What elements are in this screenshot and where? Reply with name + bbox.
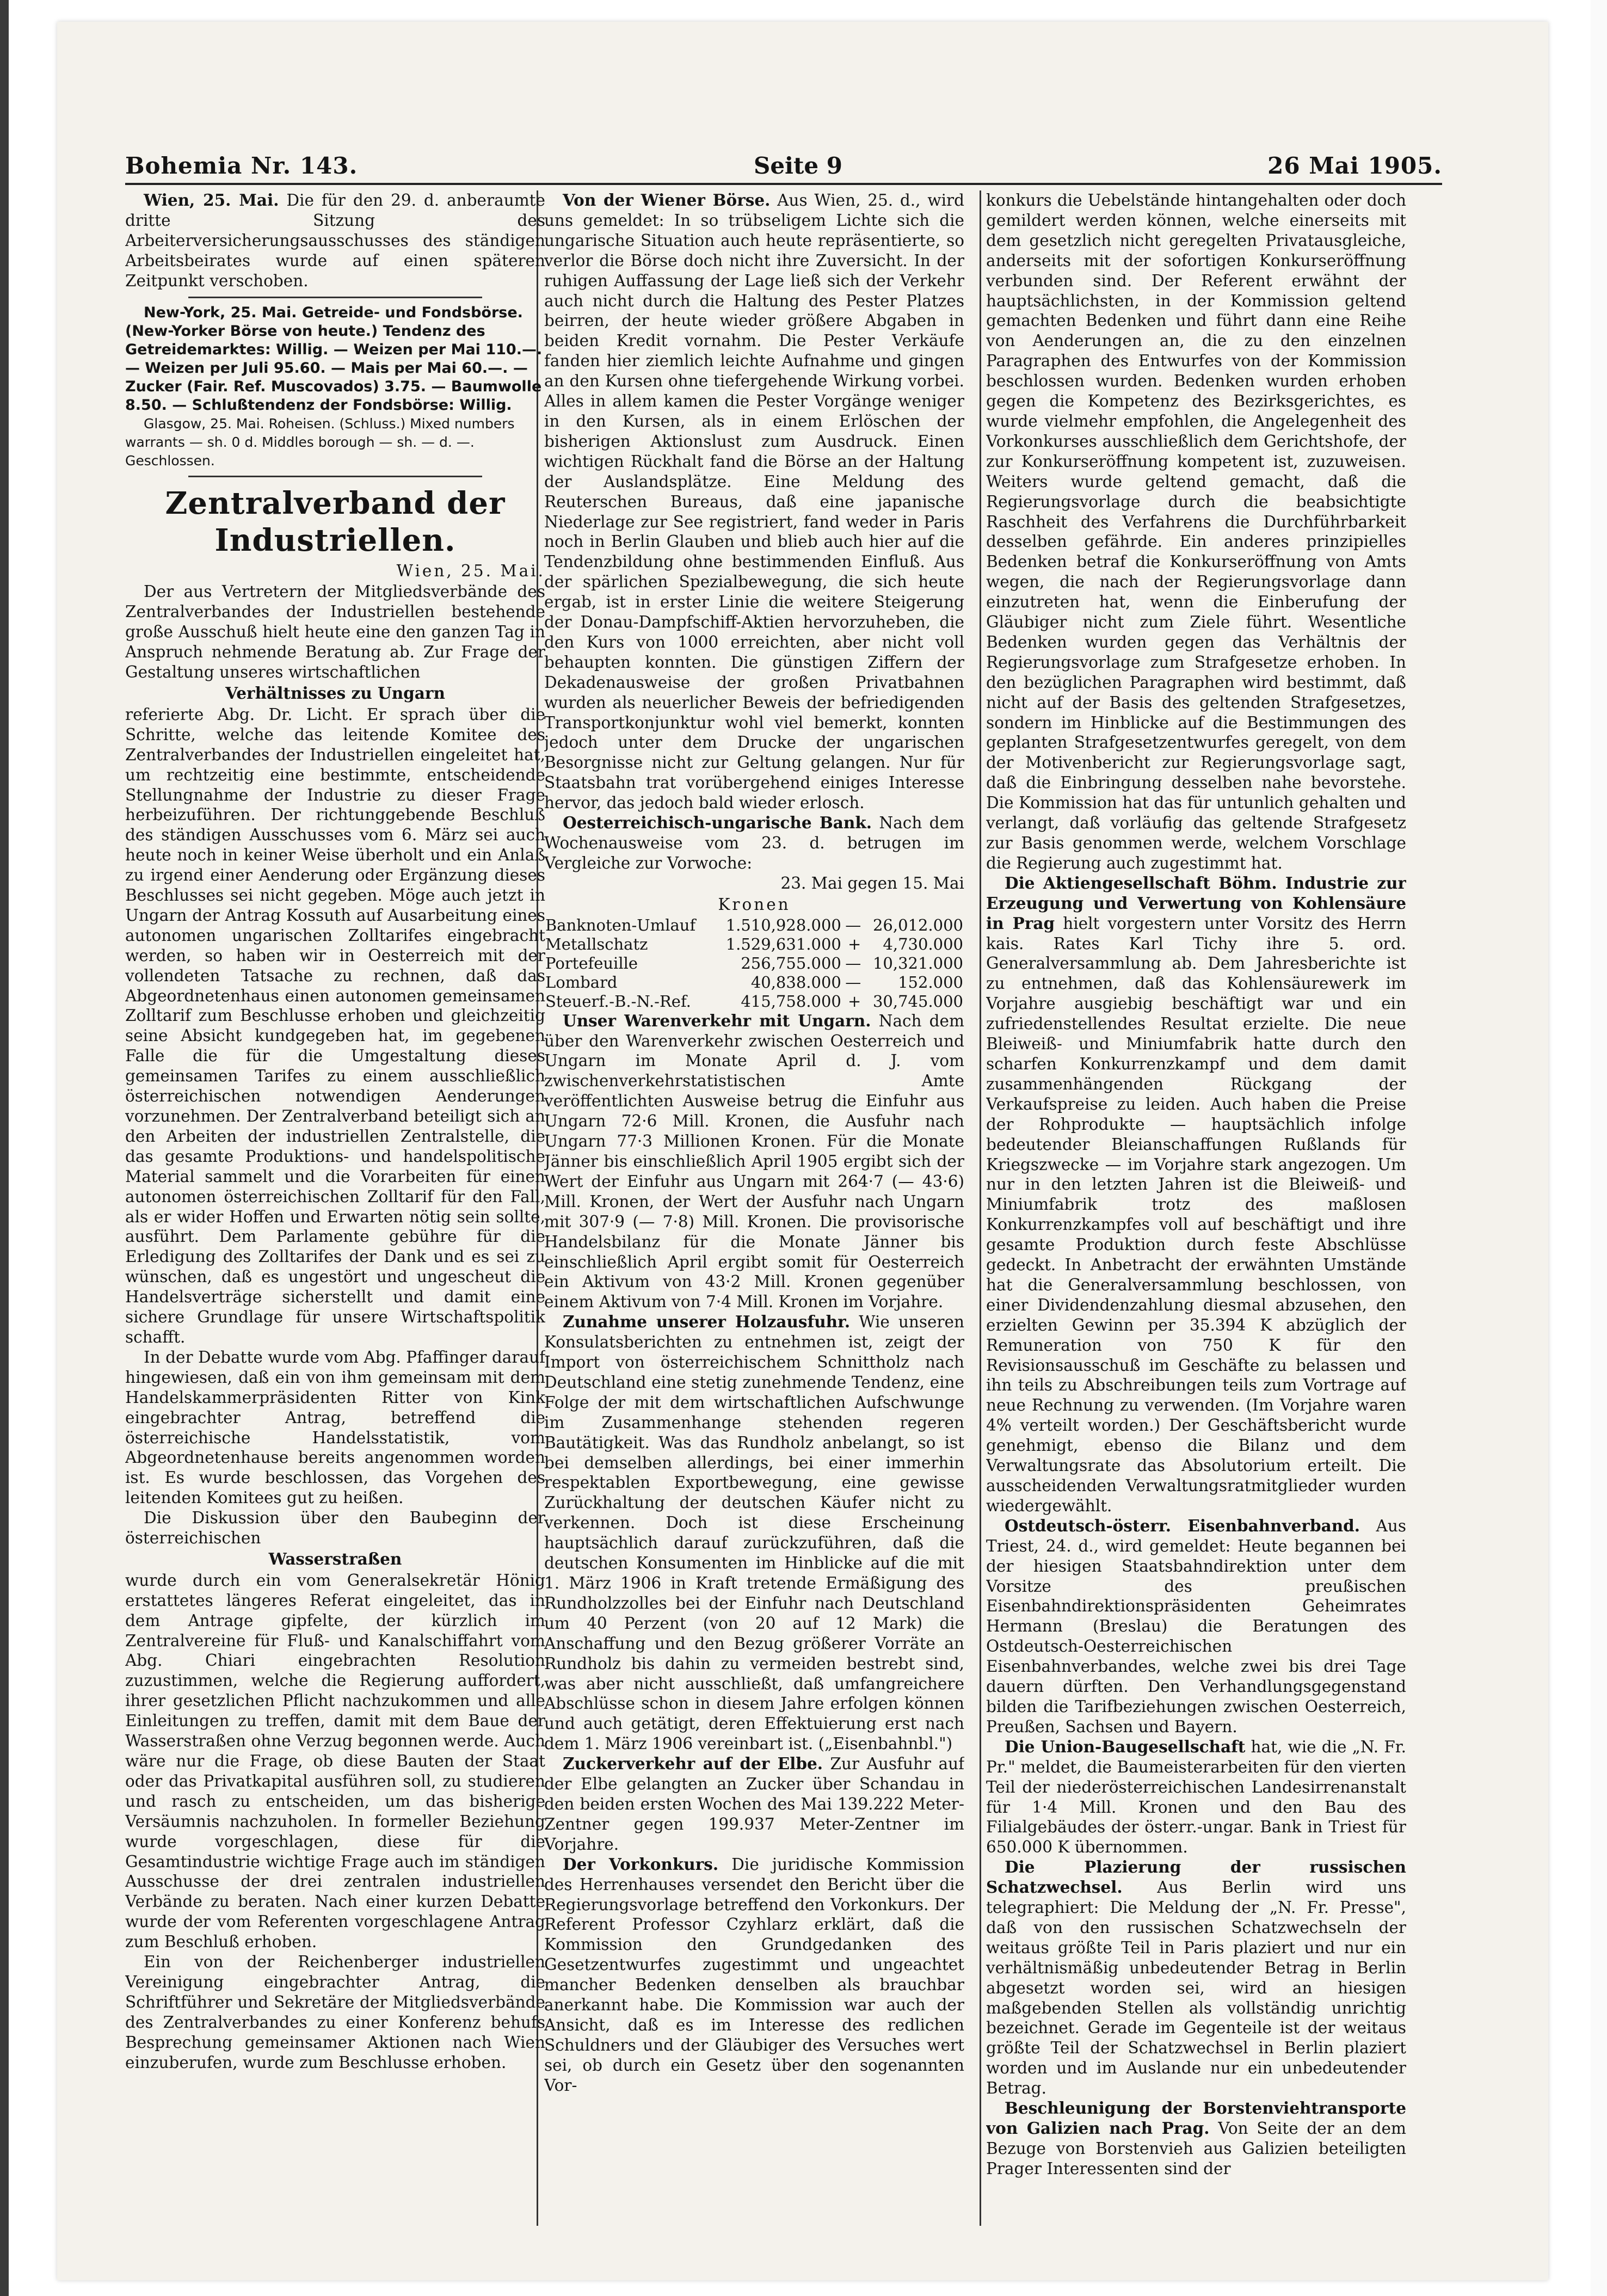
article-union [986, 1737, 1406, 1857]
bank-row-sign: — [845, 953, 861, 972]
vorkonkurs-head: Der Vorkonkurs. [563, 1854, 719, 1874]
wien-body: Die für den 29. d. anberaumte dritte Sitzung des Arbeiterversicherungsausschusses des ständigen Arbeitsbeirates wurde auf einen späteren Zeitpunkt verschoben. [125, 191, 545, 290]
page-number: Seite 9 [754, 152, 842, 179]
page-header [125, 152, 1442, 185]
bank-row-sign: — [845, 972, 861, 992]
zv-paragraph: referierte Abg. Dr. Licht. Er sprach über die Schritte, welche das leitende Komitee des Zentralverbandes der Industriellen eingeleitet hat, um rechtzeitig eine bestimmte, entscheidende Stellungnahme der Industrie zu dieser Frage herbeizuführen. Der richtunggebende Beschluß des ständigen Ausschusses vom 6. März sei auch heute noch in keiner Weise überholt und ein Anlaß zu irgend einer Aenderung oder Ergänzung dieses Beschlusses sei nicht gegeben. Möge auch jetzt in Ungarn der Antrag Kossuth auf Ausarbeitung eines autonomen ungarischen Zolltarifes eingebracht werden, so haben wir in Oesterreich mit der vollendeten Tatsache zu rechnen, daß das Abgeordnetenhaus einen autonomen gemeinsamen Zolltarif zum Beschlusse erhoben und gleichzeitig seine Absicht kundgegeben hat, im gegebenen Falle die für die Umgestaltung dieses gemeinsamen Tarifes zu einem ausschließlich österreichischen notwendigen Aenderungen vorzunehmen. Der Zentralverband beteiligt sich an den Arbeiten der industriellen Zentralstelle, die das gesamte Produktions- und handelspolitische Material sammelt und die Vorarbeiten für einen autonomen österreichischen Zolltarif für den Fall, als er wider Hoffen und Erwarten nötig sein sollte, ausführt. Dem Parlamente gebühre für die Erledigung des Zolltarifes der Dank und es sei zu wünschen, daß es ungestört und ungescheut die Handelsverträge sicherstellt und damit eine sichere Grundlage für unsere Wirtschaftspolitik schafft. [125, 705, 545, 1346]
scan-margin [1591, 0, 1607, 2296]
zv-subhead-ungarn: Verhältnisses zu Ungarn [225, 683, 445, 703]
bank-row-value: 40,838.000 [750, 972, 841, 992]
article-newyork [125, 304, 545, 415]
zucker-body: Zur Ausfuhr auf der Elbe gelangten an Zucker über Schandau in den beiden ersten Wochen des Mai 139.222 Meter-Zentner gegen 199.937 Meter-Zentner im Vorjahre. [544, 1755, 964, 1854]
bank-intro: Nach dem Wochenausweise vom 23. d. betrugen im Vergleiche zur Vorwoche: [544, 814, 964, 872]
article-holz [544, 1312, 964, 1754]
zv-paragraph: wurde durch ein vom Generalsekretär Hönig erstattetes längeres Referat eingeleitet, das in dem Antrage gipfelte, der kürzlich im Zentralvereine für Fluß- und Kanalschiffahrt vom Abg. Chiari eingebrachten Resolution zuzustimmen, welche die Regierung auffordert, ihrer gesetzlichen Pflicht nachzukommen und alle Einleitungen zu treffen, damit mit dem Baue der Wasserstraßen ohne Verzug begonnen werde. Auch wäre nur die Frage, ob diese Bauten der Staat oder das Privatkapital ausführen soll, zu studieren und rasch zu entscheiden, um das bisherige Versäumnis nachzuholen. In formeller Beziehung wurde vorgeschlagen, diese für die Gesamtindustrie wichtige Frage auch im ständigen Ausschusse der drei zentralen industriellen Verbände zu beraten. Nach einer kurzen Debatte wurde der vom Referenten vorgeschlagene Antrag zum Beschluß erhoben. [125, 1571, 545, 1952]
zucker-head: Zuckerverkehr auf der Elbe. [563, 1754, 823, 1774]
bank-row [544, 954, 964, 973]
waren-body: Nach dem über den Warenverkehr zwischen Oesterreich und Ungarn im Monate April d. J. vom zwischenverkehrstatistischen Amte veröffentlichten Ausweise betrug die Einfuhr aus Ungarn 72·6 Mill. Kronen, die Ausfuhr nach Ungarn 77·3 Millionen Kronen. Für die Monate Jänner bis einschließlich April 1905 ergibt sich der Wert der Einfuhr aus Ungarn mit 264·7 (— 43·6) Mill. Kronen, der Wert der Ausfuhr nach Ungarn mit 307·9 (— 7·8) Mill. Kronen. Die provisorische Handelsbilanz für die Monate Jänner bis einschließlich April ergibt somit für Oesterreich ein Aktivum von 43·2 Mill. Kronen gegenüber einem Aktivum von 7·4 Mill. Kronen im Vorjahre. [544, 1011, 964, 1312]
bank-row [544, 992, 964, 1011]
column-divider [980, 190, 981, 2226]
russisch-head: Die Plazierung der russischen Schatzwechsel. [986, 1857, 1406, 1897]
bank-row-value: 256,755.000 [741, 953, 841, 972]
bank-row [544, 973, 964, 992]
borsten-head: Beschleunigung der Borstenviehtransporte von Galizien nach Prag. [986, 2098, 1406, 2138]
russisch-body: Aus Berlin wird uns telegraphiert: Die Meldung der „N. Fr. Presse", daß von den russischen Schatzwechseln der weitaus größte Teil in Paris plaziert und nur ein verhältnismäßig unbedeutender Betrag in Berlin abgesetzt worden sei, wird an hiesigen maßgebenden Stellen als vollständig unrichtig bezeichnet. Gerade im Gegenteile ist der weitaus größte Teil der Schatzwechsel in Berlin plaziert worden und im Auslande nur ein unbedeutender Betrag. [986, 1878, 1406, 2098]
borsten-body: Von Seite der an dem Bezuge von Borstenvieh aus Galizien beteiligten Prager Interessenten sind der [986, 2119, 1406, 2178]
bank-unit: Kronen [718, 895, 791, 914]
bank-row-label: Banknoten-Umlauf [545, 915, 696, 934]
header-rule [125, 183, 1442, 185]
column-3 [986, 190, 1406, 2215]
zv-paragraph: Der aus Vertretern der Mitgliedsverbände des Zentralverbandes der Industriellen bestehende große Ausschuß hielt heute eine den ganzen Tag in Anspruch nehmende Beratung ab. Zur Frage der Gestaltung unseres wirtschaftlichen [125, 582, 545, 682]
scan-edge [0, 0, 9, 2296]
vorkonkurs-body: Die juridische Kommission des Herrenhauses versendet den Bericht über die Regierungsvorlage betreffend den Vorkonkurs. Der Referent Professor Czyhlarz erklärt, daß die Kommission den Grundgedanken des Gesetzentwurfes zugestimmt und ungeachtet mancher Bedenken denselben als brauchbar anerkannt habe. Die Kommission war auch der Ansicht, daß es im Interesse des redlichen Schuldners und der Gläubiger des Versuches wert sei, ob durch ein Gesetz über den sogenannten Vor- [544, 1855, 964, 2095]
article-borsten [986, 2098, 1406, 2179]
article-russisch [986, 1857, 1406, 2098]
ostdeutsch-body: Aus Triest, 24. d., wird gemeldet: Heute begannen bei der hiesigen Staatsbahndirektion unter dem Vorsitze des preußischen Eisenbahndirektionspräsidenten Geheimrates Hermann (Breslau) die Beratungen des Ostdeutsch-Oesterreichischen Eisenbahnverbandes, welche zwei bis drei Tage dauern dürften. Den Verhandlungsgegenstand bilden die Tarifbeziehungen zwischen Oesterreich, Preußen, Sachsen und Bayern. [986, 1516, 1406, 1736]
bank-row-diff: 152.000 [898, 972, 963, 992]
bank-row [544, 935, 964, 954]
column-1 [125, 190, 545, 2215]
bank-row-value: 1.510,928.000 [725, 915, 841, 934]
bank-row-diff: 30,745.000 [872, 992, 963, 1011]
article-vorkonkurs [544, 1855, 964, 2096]
column-2 [544, 190, 964, 2215]
holz-head: Zunahme unserer Holzausfuhr. [563, 1312, 851, 1332]
bank-row-value: 1.529,631.000 [725, 934, 841, 953]
bank-head: Oesterreichisch-ungarische Bank. [563, 813, 872, 833]
union-head: Die Union-Baugesellschaft [1005, 1737, 1246, 1756]
zv-paragraph: In der Debatte wurde vom Abg. Pfaffinger darauf hingewiesen, daß ein von ihm gemeinsam mit dem Handelskammerpräsidenten Ritter von Kink eingebrachter Antrag, betreffend die österreichische Handelsstatistik, vom Abgeordnetenhause bereits angenommen worden ist. Es wurde beschlossen, das Vorgehen des leitenden Komitees gut zu heißen. [125, 1347, 545, 1507]
bank-row-sign: — [845, 915, 861, 934]
bank-row-label: Steuerf.-B.-N.-Ref. [545, 992, 691, 1011]
article-glasgow: Glasgow, 25. Mai. Roheisen. (Schluss.) Mixed numbers warrants — sh. 0 d. Middles borough — sh. — d. —. Geschlossen. [125, 415, 515, 469]
aktien-head: Die Aktiengesellschaft Böhm. Industrie zur Erzeugung und Verwertung von Kohlensäure in Prag [986, 873, 1406, 933]
bank-row-diff: 26,012.000 [872, 915, 963, 934]
wien-lead: Wien, 25. Mai. [144, 190, 279, 210]
article-wien [125, 190, 545, 291]
zv-paragraph: Ein von der Reichenberger industriellen Vereinigung eingebrachter Antrag, die Schriftführer und Sekretäre der Mitgliedsverbände des Zentralverbandes zu einer Konferenz behufs Besprechung gemeinsamer Aktionen nach Wien einzuberufen, wurde zum Beschlusse erhoben. [125, 1953, 545, 2072]
bank-table [544, 916, 964, 1011]
article-bank [544, 813, 964, 873]
bank-row-sign: + [847, 934, 861, 953]
bank-row-sign: + [847, 992, 861, 1011]
separator [188, 476, 482, 477]
zentralverband-dateline: Wien, 25. Mai. [396, 561, 545, 580]
issue-date: 26 Mai 1905. [1267, 152, 1442, 179]
bank-row [544, 916, 964, 935]
bank-row-label: Portefeuille [545, 953, 638, 972]
ostdeutsch-head: Ostdeutsch-österr. Eisenbahnverband. [1005, 1516, 1360, 1535]
boerse-body: Aus Wien, 25. d., wird uns gemeldet: In so trübseligem Lichte sich die ungarische Situation auch heute repräsentierte, so verlor die Börse doch nicht ihre Zuversicht. In der ruhigen Auffassung der Lage ließ sich der Verkehr auch nicht durch die Haltung des Pester Platzes beirren, der heute wieder größere Abgaben in beiden Kredit vornahm. Die Pester Verkäufe fanden hier ziemlich leichte Aufnahme und gingen an den Kursen ohne tiefergehende Wirkung vorbei. Alles in allem kamen die Pester Vorgänge weniger in den Kursen, als in einem Erlöschen der bisherigen Aktionslust zum Ausdruck. Einen wichtigen Rückhalt fand die Börse an der Haltung der Auslandsplätze. Eine Meldung des Reuterschen Bureaus, daß eine japanische Niederlage zur See registriert, fand weder in Paris noch in Berlin Glauben und blieb auch hier auf die Tendenzbildung ohne bestimmenden Einfluß. Aus der spärlichen Spezialbewegung, die sich heute ergab, ist in erster Linie die weitere Steigerung der Donau-Dampfschiff-Aktien hervorzuheben, die den Kurs von 1000 erreichten, aber nicht voll behaupten konnten. Die günstigen Ziffern der Dekadenausweise der großen Privatbahnen wurden als neuerlicher Beweis der befriedigenden Transportkonjunktur wohl viel bemerkt, konnten jedoch unter dem Drucke der ungarischen Besorgnisse nicht zur Geltung gelangen. Nur für Staatsbahn trat vorübergehend einiges Interesse hervor, das jedoch bald wieder erlosch. [544, 191, 964, 812]
article-aktiengesellschaft [986, 873, 1406, 1516]
article-zucker [544, 1754, 964, 1855]
bank-row-label: Metallschatz [545, 934, 648, 953]
newyork-body: Getreide- und Fondsbörse. (New-Yorker Börse von heute.) Tendenz des Getreidemarktes: Willig. — Weizen per Mai 110.—. — Weizen per Juli 95.60. — Mais per Mai 60.—. — Zucker (Fair. Ref. Muscovados) 3.75. — Baumwolle 8.50. — Schlußtendenz der Fondsbörse: Willig. [125, 304, 543, 414]
article-waren [544, 1011, 964, 1313]
separator [188, 297, 482, 298]
article-boerse [544, 190, 964, 813]
zv-paragraph: Die Diskussion über den Baubeginn der österreichischen [125, 1509, 545, 1548]
paper-title: Bohemia Nr. 143. [125, 152, 358, 179]
bank-row-value: 415,758.000 [741, 992, 841, 1011]
boerse-head: Von der Wiener Börse. [563, 190, 771, 210]
aktien-body: hielt vorgestern unter Vorsitz des Herrn kais. Rates Karl Tichy ihre 5. ord. Generalversammlung ab. Dem Jahresberichte ist zu entnehmen, daß das Kohlensäurewerk im Vorjahre ausgiebig beschäftigt war und ein zufriedenstellendes Resultat erzielte. Die neue Bleiweiß- und Miniumfabrik hatte durch den scharfen Konkurrenzkampf und dem damit zusammenhängenden Rückgang der Verkaufspreise zu leiden. Auch haben die Preise der Rohprodukte — hauptsächlich infolge bedeutender Bleianschaffungen Rußlands für Kriegszwecke — im Vorjahre stark angezogen. Um nur in den letzten Jahren ist die Bleiweiß- und Miniumfabrik trotz des maßlosen Konkurrenzkampfes voll auf beschäftigt und ihre gesamte Produktion durch feste Abschlüsse gedeckt. In Anbetracht der erwähnten Umstände hat die Generalversammlung beschlossen, von einer Dividendenzahlung diesmal abzusehen, den erzielten Gewinn per 35.394 K abzüglich der Remuneration von 750 K für den Revisionsausschuß im Geschäfte zu belassen und ihn teils zu Abschreibungen teils zum Vortrage auf neue Rechnung zu verwenden. (Im Vorjahre waren 4% verteilt worden.) Der Geschäftsbericht wurde genehmigt, ebenso die Bilanz und dem Verwaltungsrate das Absolutorium erteilt. Die ausscheidenden Verwaltungsratmitglieder wurden wiedergewählt. [986, 914, 1406, 1515]
holz-body: Wie unseren Konsulatsberichten zu entnehmen ist, zeigt der Import von österreichischem Schnittholz nach Deutschland eine stetig zunehmende Tendenz, eine Folge der mit dem wirtschaftlichen Aufschwunge im Zusammenhange stehenden regeren Bautätigkeit. Was das Rundholz anbelangt, so ist bei demselben allerdings, bei einer immerhin respektablen Exportbewegung, eine gewisse Zurückhaltung der deutschen Käufer nicht zu verkennen. Doch ist diese Erscheinung hauptsächlich darauf zurückzuführen, daß die deutschen Konsumenten im Hinblicke auf die mit 1. März 1906 in Kraft tretende Ermäßigung des Rundholzzolles bei der Einfuhr nach Deutschland um 40 Perzent (von 20 auf 12 Mark) die Anschaffung und den Bezug größerer Vorräte an Rundholz bis dahin zu vermeiden bestrebt sind, was aber nicht ausschließt, daß umfangreichere Abschlüsse schon in diesem Jahre erfolgen können und auch getätigt, deren Effektuierung erst nach dem 1. März 1906 vereinbart ist. („Eisenbahnbl.") [544, 1313, 964, 1753]
vorkonkurs-continued: konkurs die Uebelstände hintangehalten oder doch gemildert werden können, welche einerseits mit dem gesetzlich nicht geregelten Privatausgleiche, anderseits mit der sofortigen Konkurseröffnung verbunden sind. Der Referent erwähnt der hauptsächlichsten, in der Kommission geltend gemachten Bedenken und führt dann eine Reihe von Aenderungen an, die zu den einzelnen Paragraphen des Entwurfes von der Kommission beschlossen wurden. Bedenken wurden erhoben gegen die Kompetenz des Bezirksgerichtes, es wurde vielmehr empfohlen, die Angelegenheit des Vorkonkurses ausschließlich dem Gerichtshofe, der zur Konkurseröffnung kompetent ist, zuzuweisen. Weiters wurde geltend gemacht, daß die Regierungsvorlage durch die beabsichtigte Raschheit des Verfahrens die Durchführbarkeit desselben gefährde. Ein anderes prinzipielles Bedenken betraf die Konkurseröffnung von Amts wegen, die nach der Regierungsvorlage dann einzutreten hat, wenn die Einberufung der Gläubiger nicht zum Ziele führt. Wesentliche Bedenken wurden gegen das Verhältnis der Regierungsvorlage zum Strafgesetze erhoben. In den bezüglichen Paragraphen wird bestimmt, daß nicht auf der Basis des geltenden Strafgesetzes, sondern im Hinblicke auf die Bestimmungen des geplanten Strafgesetzentwurfes geregelt, von dem der Motivenbericht zur Regierungsvorlage sagt, daß die Einbringung desselben nahe bevorstehe. Die Kommission hat das für untunlich gehalten und verlangt, daß vorläufig das geltende Strafgesetz zur Basis genommen werde, welchem Vorschlage die Regierung auch zugestimmt hat. [986, 191, 1406, 872]
newyork-lead: New-York, 25. Mai. [144, 304, 297, 321]
bank-row-diff: 10,321.000 [872, 953, 963, 972]
article-ostdeutsch [986, 1516, 1406, 1737]
zentralverband-title: Zentralverband der Industriellen. [165, 485, 506, 558]
bank-dates: 23. Mai gegen 15. Mai [780, 873, 964, 892]
union-body: hat, wie die „N. Fr. Pr." meldet, die Baumeisterarbeiten für den vierten Teil der niederösterreichischen Landesirrenanstalt für 1·4 Mill. Kronen und den Bau des Filialgebäudes der österr.-ungar. Bank in Triest für 650.000 K übernommen. [986, 1737, 1406, 1857]
zv-subhead-wasserstrassen: Wasserstraßen [268, 1549, 402, 1568]
bank-row-diff: 4,730.000 [883, 934, 963, 953]
waren-head: Unser Warenverkehr mit Ungarn. [563, 1011, 871, 1030]
bank-row-label: Lombard [545, 972, 618, 992]
